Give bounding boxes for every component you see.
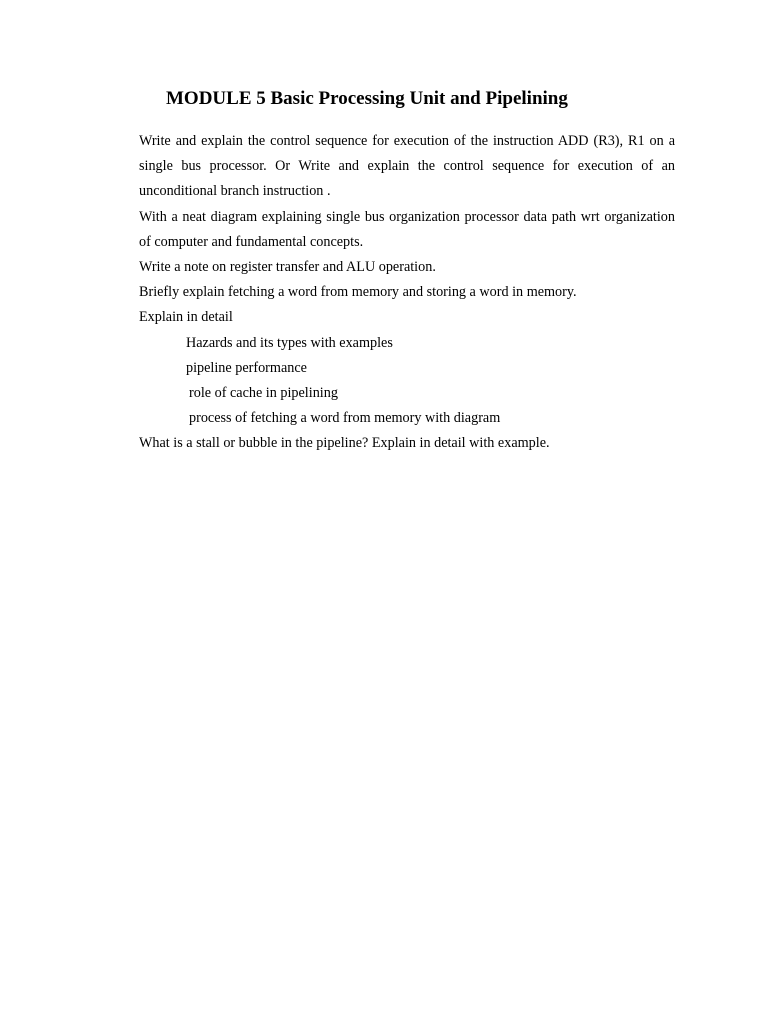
question-6: What is a stall or bubble in the pipeline? Explain in detail with example. [139,435,550,452]
sub-item-hazards: Hazards and its types with examples [186,334,393,351]
question-2: With a neat diagram explaining single bus organization processor data path wrt organization of computer and fundamental concepts. [139,208,675,250]
question-1: Write and explain the control sequence for execution of the instruction ADD (R3), R1 on a single bus processor. Or Write and explain the control sequence for execution of an unconditional branch instruction . [139,133,675,200]
question-5: Explain in detail [139,309,233,326]
question-3: Write a note on register transfer and ALU operation. [139,259,436,276]
question-4: Briefly explain fetching a word from memory and storing a word in memory. [139,284,577,301]
question-list [139,129,675,457]
page-title: MODULE 5 Basic Processing Unit and Pipelining [166,88,568,109]
sub-item-pipeline-performance: pipeline performance [186,359,307,376]
sub-item-cache-role: role of cache in pipelining [189,385,338,402]
sub-item-fetching-process: process of fetching a word from memory with diagram [189,410,501,427]
